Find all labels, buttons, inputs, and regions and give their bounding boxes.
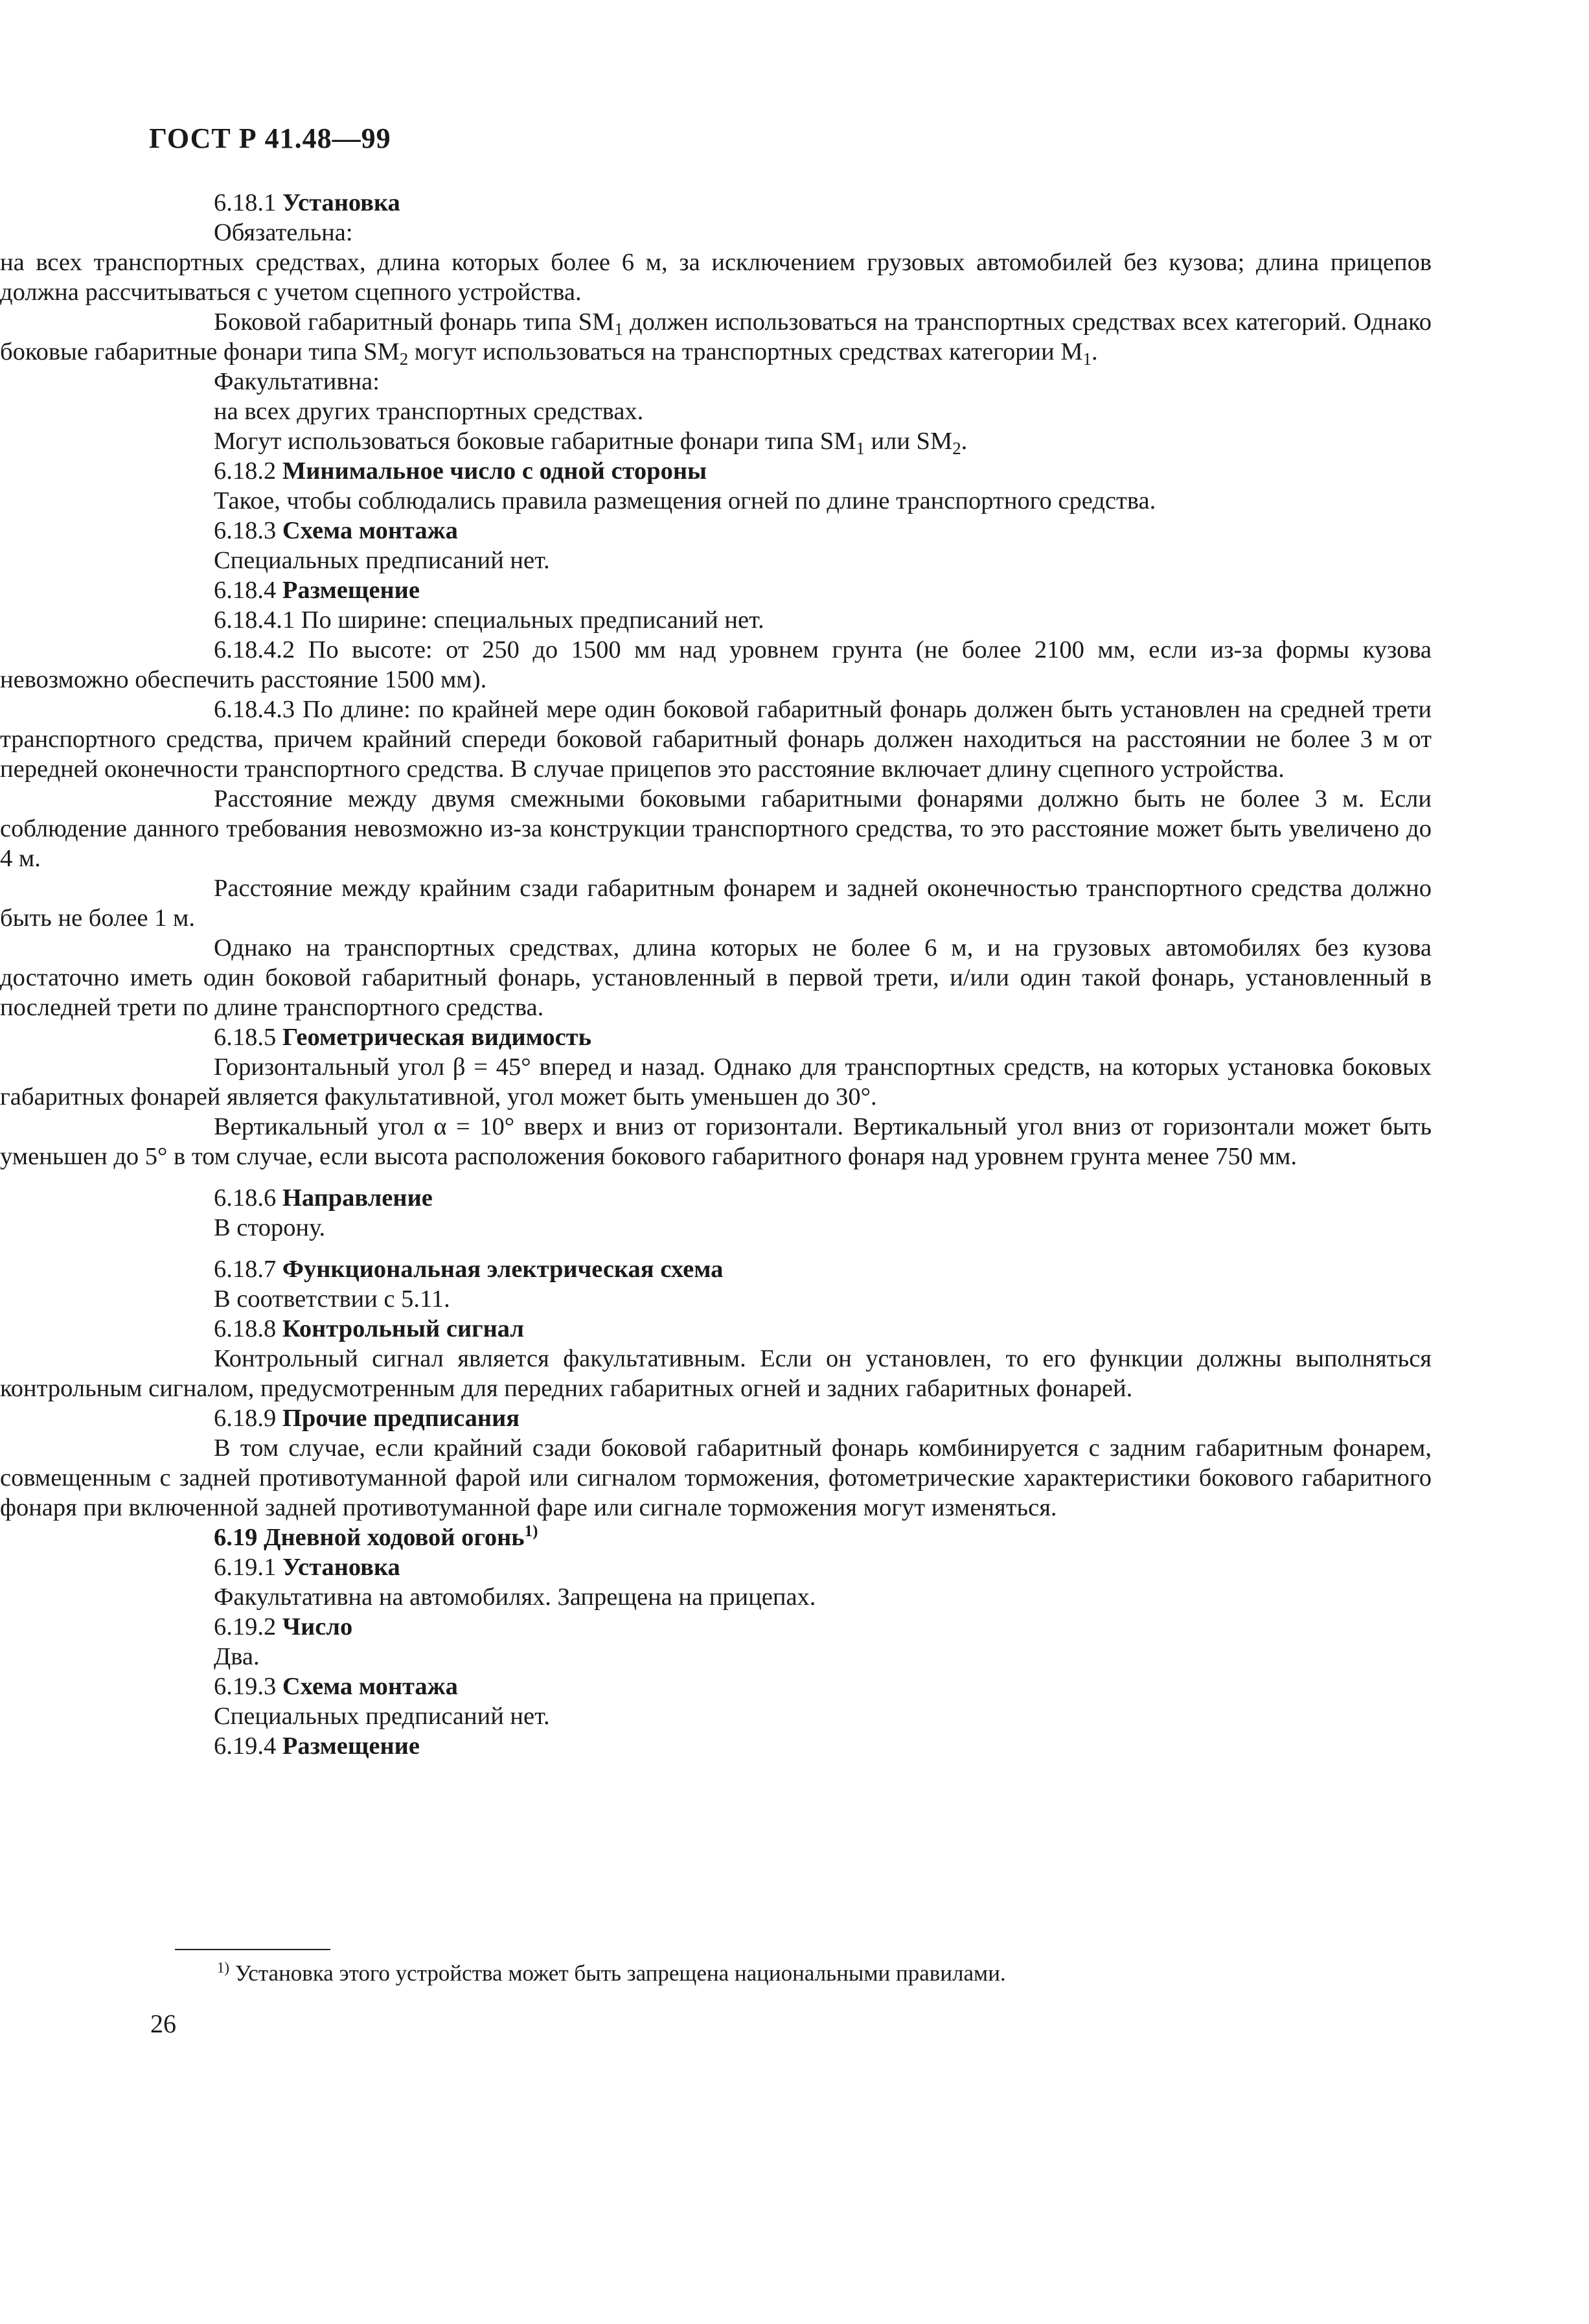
paragraph: Специальных предписаний нет. bbox=[214, 547, 550, 574]
paragraph: В том случае, если крайний сзади боковой габаритный фонарь комбинируется с задним габаритным фонарем, совмещенным с задней противотуманной фарой или сигналом торможения, фотометрические характеристики бокового габаритного фонаря при включенной задней противотуманной фаре или сигнале торможения могут изменяться. bbox=[0, 1434, 1432, 1521]
paragraph: Однако на транспортных средствах, длина которых не более 6 м, и на грузовых автомобилях без кузова достаточно иметь один боковой габаритный фонарь, установленный в первой трети, и/или один такой фонарь, установленный в последней трети по длине транспортного средства. bbox=[0, 934, 1432, 1021]
heading-6-18-9: 6.18.9 Прочие предписания bbox=[214, 1405, 520, 1432]
heading-6-19: 6.19 Дневной ходовой огонь$^{1)}$ bbox=[214, 1523, 538, 1551]
paragraph: на всех других транспортных средствах. bbox=[214, 398, 644, 425]
paragraph: Расстояние между двумя смежными боковыми габаритными фонарями должно быть не более 3 м. Если соблюдение данного требования невозможно из-за конструкции транспортного средства, то это расстояние может быть увеличено до 4 м. bbox=[0, 785, 1432, 872]
footnote-divider bbox=[175, 1949, 330, 1950]
heading-6-19-1: 6.19.1 Установка bbox=[214, 1554, 400, 1581]
paragraph: Два. bbox=[214, 1643, 260, 1670]
heading-6-18-5: 6.18.5 Геометрическая видимость bbox=[214, 1024, 591, 1051]
standard-designation: ГОСТ Р 41.48—99 bbox=[149, 122, 391, 154]
paragraph: Обязательна: bbox=[214, 219, 353, 246]
heading-6-19-2: 6.19.2 Число bbox=[214, 1613, 353, 1640]
heading-6-18-2: 6.18.2 Минимальное число с одной стороны bbox=[214, 457, 707, 485]
paragraph: Могут использоваться боковые габаритные фонари типа $SM_1$ или $SM_2$. bbox=[214, 428, 968, 459]
paragraph: Факультативна: bbox=[214, 368, 380, 395]
paragraph: Боковой габаритный фонарь типа $SM_1$ должен использоваться на транспортных средствах всех категорий. Однако боковые габаритные фонари типа $SM_2$ могут использоваться на транспортных средствах категории $M_1$. bbox=[0, 308, 1432, 369]
footnote bbox=[217, 1959, 1006, 1988]
heading-6-18-6: 6.18.6 Направление bbox=[214, 1184, 433, 1212]
heading-6-18-4: 6.18.4 Размещение bbox=[214, 577, 420, 604]
paragraph: 6.18.4.1 По ширине: специальных предписаний нет. bbox=[214, 606, 764, 634]
heading-6-19-3: 6.19.3 Схема монтажа bbox=[214, 1673, 458, 1700]
heading-6-18-3: 6.18.3 Схема монтажа bbox=[214, 517, 458, 544]
paragraph: на всех транспортных средствах, длина которых более 6 м, за исключением грузовых автомобилей без кузова; длина прицепов должна рассчитываться с учетом сцепного устройства. bbox=[0, 249, 1432, 306]
body-text bbox=[0, 188, 1432, 1761]
paragraph: В сторону. bbox=[214, 1214, 326, 1241]
paragraph: Такое, чтобы соблюдались правила размещения огней по длине транспортного средства. bbox=[214, 487, 1156, 514]
paragraph: Вертикальный угол α = 10° вверх и вниз от горизонтали. Вертикальный угол вниз от горизонтали может быть уменьшен до 5° в том случае, если высота расположения бокового габаритного фонаря над уровнем грунта менее 750 мм. bbox=[0, 1113, 1432, 1170]
page-number: 26 bbox=[150, 2009, 176, 2038]
paragraph: Контрольный сигнал является факультативным. Если он установлен, то его функции должны выполняться контрольным сигналом, предусмотренным для передних габаритных огней и задних габаритных фонарей. bbox=[0, 1345, 1432, 1402]
footnote-text: Установка этого устройства может быть запрещена национальными правилами. bbox=[229, 1961, 1006, 1986]
heading-6-18-1: 6.18.1 Установка bbox=[214, 189, 400, 216]
heading-6-19-4: 6.19.4 Размещение bbox=[214, 1732, 420, 1760]
paragraph: Расстояние между крайним сзади габаритным фонарем и задней оконечностью транспортного средства должно быть не более 1 м. bbox=[0, 875, 1432, 932]
heading-6-18-7: 6.18.7 Функциональная электрическая схема bbox=[214, 1256, 724, 1283]
paragraph: В соответствии с 5.11. bbox=[214, 1285, 450, 1313]
heading-6-18-8: 6.18.8 Контрольный сигнал bbox=[214, 1315, 524, 1342]
paragraph: 6.18.4.3 По длине: по крайней мере один боковой габаритный фонарь должен быть установлен на средней трети транспортного средства, причем крайний спереди боковой габаритный фонарь должен находиться на расстоянии не более 3 м от передней оконечности транспортного средства. В случае прицепов это расстояние включает длину сцепного устройства. bbox=[0, 696, 1432, 783]
paragraph: 6.18.4.2 По высоте: от 250 до 1500 мм над уровнем грунта (не более 2100 мм, если из-за формы кузова невозможно обеспечить расстояние 1500 мм). bbox=[0, 636, 1432, 693]
footnote-mark: 1) bbox=[217, 1959, 229, 1976]
paragraph: Специальных предписаний нет. bbox=[214, 1703, 550, 1730]
paragraph: Горизонтальный угол β = 45° вперед и назад. Однако для транспортных средств, на которых установка боковых габаритных фонарей является факультативной, угол может быть уменьшен до 30°. bbox=[0, 1053, 1432, 1110]
paragraph: Факультативна на автомобилях. Запрещена на прицепах. bbox=[214, 1583, 816, 1611]
